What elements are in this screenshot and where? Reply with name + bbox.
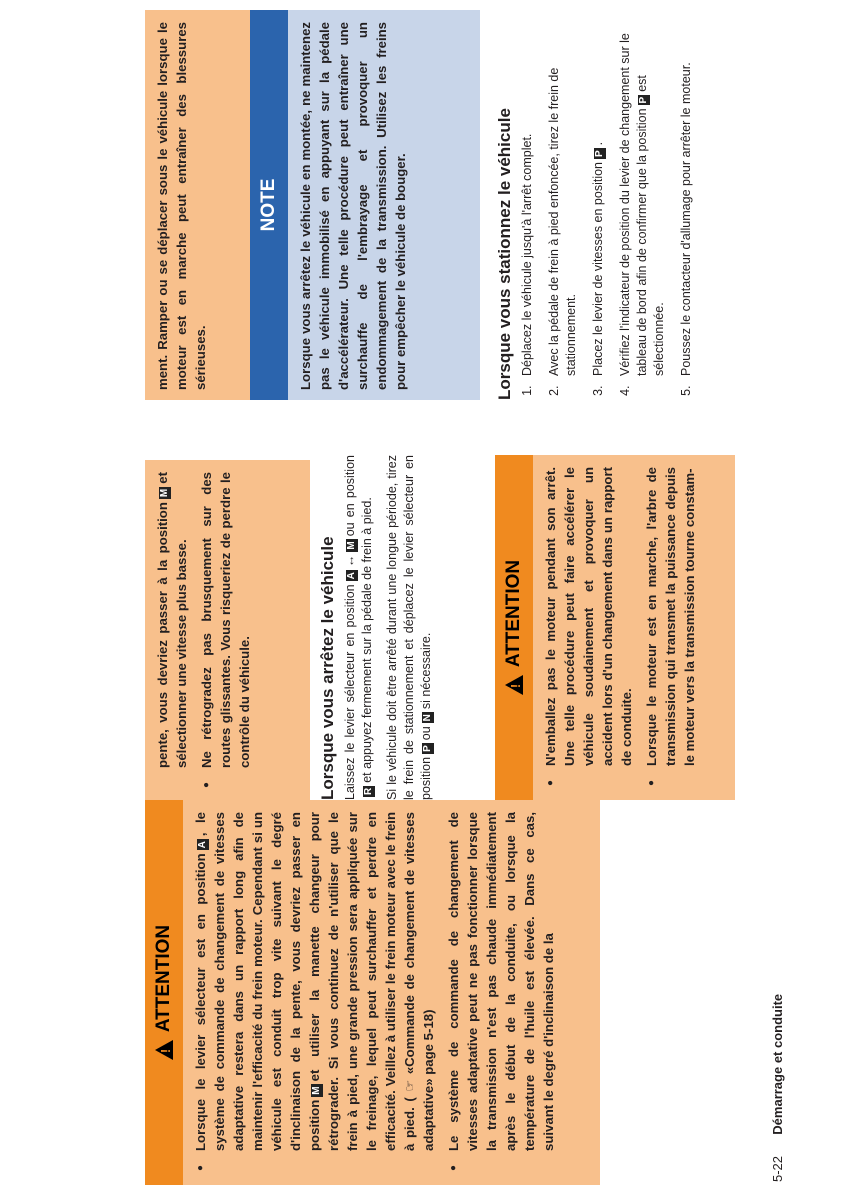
note-text: Lorsque vous arrêtez le véhicule en montée, ne maintenez pas le véhicule immobilisé en appuyant sur la pédale d'accélérateur. Une telle procédure peut entraîner une surchauffe de l'embrayage et provoquer un endommagement de la transmission. Utilisez les freins pour empêcher le véhicule de bouger. [298,22,408,390]
continuation-text: et sélectionner une vitesse plus basse. [155,472,189,768]
bullet-text: et utiliser la manette changeur pour rétrograder. Si vous continuez de n'utiliser que le frein à pied, une grande pression sera appliquée sur le freinage, lequel peut surchauffer et perdre en efficacité. Veillez à utiliser le frein moteur avec le frein à pied. ( ☞ «Commande de changement de vitesses adaptative» page 5-18) [307,812,436,1151]
bullet-text: N'emballez pas le moteur pendant son arrêt. Une telle procédure peut faire accélérer le véhicule soudainement et provoquer un accident lors d'un changement dans un rapport de conduite. [543,467,634,766]
position-key: A [197,841,208,849]
step-text: Placez le levier de vitesses en position [591,161,605,376]
arrow-text: ↔ [343,554,357,568]
section-title: Démarrage et conduite [770,993,785,1135]
position-key: M [159,488,170,498]
step-text: Avec la pédale de frein à pied enfoncée, tirez le frein de stationnement. [547,67,578,376]
note-title: NOTE [258,178,279,232]
attention-bullet [444,812,558,1173]
position-key: P [422,745,433,752]
position-key: R [363,787,374,795]
position-key: M [311,1086,322,1095]
bullet-text: Lorsque le moteur est en marche, l'arbre de transmission qui transmet la puissance depuis le moteur vers la transmission tourne constam- [644,467,697,766]
bullet-text: Le système de commande de changement de vitesses adaptative peut ne pas fonctionner lorsque la transmission n'est pas chaude immédiatement après le début de la conduite, ou lorsque la température de l'huile est élevée. Dans ce cas, suivant le degré d'inclinaison de la [446,812,556,1151]
list-item [546,10,580,382]
list-item [617,10,668,382]
column-3 [0,0,848,400]
attention-title: ATTENTION [503,559,524,668]
bullet-text: , le système de commande de changement de vitesses adaptative restera dans un rapport long afin de maintenir l'efficacité du frein moteur. Cependant si un véhicule est conduit trop vite suivant le degré d'inclinaison de la pente, vous devriez passer en position [193,811,322,1151]
attention-bullet [191,812,438,1173]
column-2 [0,400,848,800]
attention-header [495,455,533,800]
paragraph-text: ou [419,726,433,741]
paragraph-text: ou en position [343,455,357,537]
attention-box-1 [145,800,600,1185]
paragraph-text: Laissez le levier sélecteur en position [343,584,357,800]
step-text: est sélectionnée. [635,75,666,376]
note-box [250,10,480,400]
page-footer [770,994,785,1182]
paragraph [384,455,435,800]
paragraph-text: si nécessaire. [419,632,433,710]
attention-title: ATTENTION [153,924,174,1033]
attention-header [145,800,183,1185]
paragraph-text: et appuyez fermement sur la pédale de frein à pied. [360,497,374,783]
position-key: P [594,150,605,157]
continuation-text: pente, vous devriez passer à la position [155,502,170,768]
attention-continuation [145,460,310,800]
step-text: Déplacez le véhicule jusqu'à l'arrêt complet. [520,133,534,376]
bullet-text: Lorsque le levier sélecteur est en position [193,853,208,1151]
step-text: Poussez le contacteur d'allumage pour arrêter le moteur. [679,62,693,376]
warning-icon [505,675,523,695]
list-item [678,10,695,382]
attention-bullet [541,467,636,788]
paragraph-text: Si le véhicule doit être arrêté durant une longue période, tirez le frein de stationnement et déplacez le levier sélecteur en position [385,455,433,800]
note-header [250,10,288,400]
step-list [519,10,695,400]
list-item: 3. Placez le levier de vitesses en positionP. [590,10,607,382]
bullet-text: Ne rétrogradez pas brusquement sur des routes glissantes. Vous risqueriez de perdre le contrôle du véhicule. [199,472,252,768]
attention-bullet [642,467,699,788]
step-text: Vérifiez l'indicateur de position du levier de changement sur le tableau de bord afin de confirmer que la position [618,33,649,376]
position-key: N [422,714,433,722]
paragraph [342,455,376,800]
page-number: 5-22 [770,1155,785,1182]
continuation-text: ment. Ramper ou se déplacer sous le véhicule lorsque le moteur est en marche peut entraîner des blessures sérieuses. [155,22,208,390]
attention-continuation [145,10,250,400]
section-heading: Lorsque vous stationnez le véhicule [495,108,514,400]
column-1 [0,800,848,1200]
position-key: A [346,572,357,580]
warning-icon [155,1040,173,1060]
list-item [519,10,536,382]
attention-bullet [197,472,254,790]
position-key: M [346,541,357,550]
continuation-text [153,472,191,790]
position-key: P [638,96,649,104]
attention-box-2 [495,455,735,800]
section-heading: Lorsque vous arrêtez le véhicule [318,536,337,800]
